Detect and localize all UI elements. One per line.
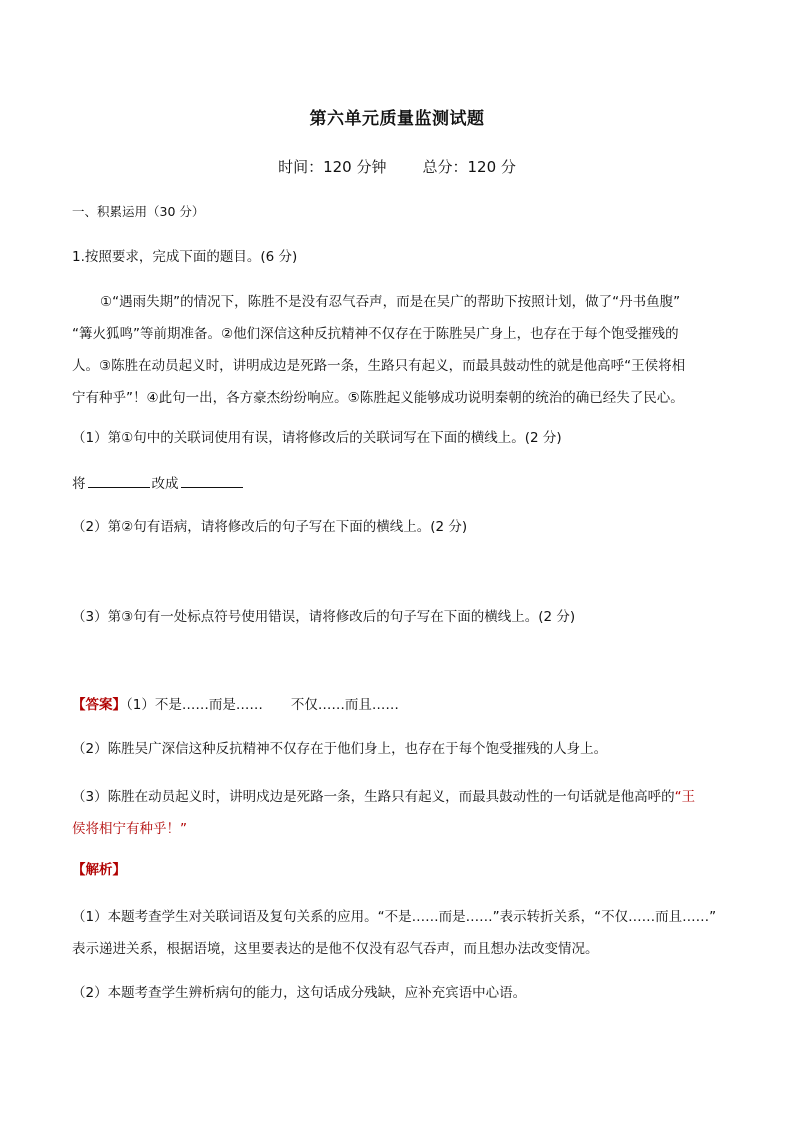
answer-line-2: （2）陈胜吴广深信这种反抗精神不仅存在于他们身上，也存在于每个饱受摧残的人身上。: [72, 741, 608, 757]
sub-question-3: （3）第③句有一处标点符号使用错误，请将修改后的句子写在下面的横线上。(2 分): [72, 609, 576, 625]
passage-line: 宁有种乎”！④此句一出，各方豪杰纷纷响应。⑤陈胜起义能够成功说明秦朝的统治的确已经失了民心。: [72, 390, 684, 406]
answer-blank-1[interactable]: [88, 473, 150, 488]
fill-in-line: [72, 473, 245, 494]
answer-3-text: （3）陈胜在动员起义时，讲明戍边是死路一条，生路只有起义，而最具鼓动性的一句话就是他高呼的: [72, 789, 675, 805]
answer-3-quote-start: “王: [674, 789, 696, 805]
answer-line-1: [72, 695, 399, 715]
analysis-1-line-2: 表示递进关系，根据语境，这里要表达的是他不仅没有忍气吞声，而且想办法改变情况。: [72, 941, 599, 957]
answer-3: [72, 781, 724, 845]
question-passage: [72, 286, 724, 414]
section-heading: 一、积累运用（30 分）: [72, 204, 205, 219]
sub-question-2: （2）第②句有语病，请将修改后的句子写在下面的横线上。(2 分): [72, 519, 468, 535]
passage-line: 人。③陈胜在动员起义时，讲明成边是死路一条，生路只有起义，而最具鼓动性的就是他高呼“王侯将相: [72, 358, 686, 374]
page-title: 第六单元质量监测试题: [309, 109, 485, 129]
fill-prefix: 将: [72, 476, 86, 492]
answer-blank-2[interactable]: [181, 473, 243, 488]
exam-meta: [0, 156, 794, 177]
fill-middle: 改成: [151, 476, 179, 492]
answer-1-part2: 不仅……而且……: [290, 697, 399, 713]
passage-line: “篝火狐鸣”等前期准备。②他们深信这种反抗精神不仅存在于陈胜吴广身上，也存在于每个饱受摧残的: [72, 326, 679, 342]
analysis-1-line-1: （1）本题考查学生对关联词语及复句关系的应用。“不是……而是……”表示转折关系，“不仅……而且……”: [72, 909, 717, 925]
time-label: 时间：120 分钟: [278, 158, 387, 176]
passage-line: ①“遇雨失期”的情况下，陈胜不是没有忍气吞声，而是在吴广的帮助下按照计划，做了“丹书鱼腹”: [100, 294, 681, 310]
analysis-tag: 【解析】: [72, 862, 126, 878]
score-label: 总分：120 分: [422, 158, 516, 176]
answer-1-part1: （1）不是……而是……: [126, 697, 263, 713]
analysis-2: （2）本题考查学生辨析病句的能力，这句话成分残缺，应补充宾语中心语。: [72, 985, 527, 1001]
answer-tag: 【答案】: [72, 697, 126, 713]
analysis-1: [72, 901, 724, 965]
question-stem: 1.按照要求，完成下面的题目。(6 分): [72, 249, 298, 265]
sub-question-1: （1）第①句中的关联词使用有误，请将修改后的关联词写在下面的横线上。(2 分): [72, 430, 562, 446]
answer-3-quote-end: 侯将相宁有种乎！”: [72, 821, 187, 837]
